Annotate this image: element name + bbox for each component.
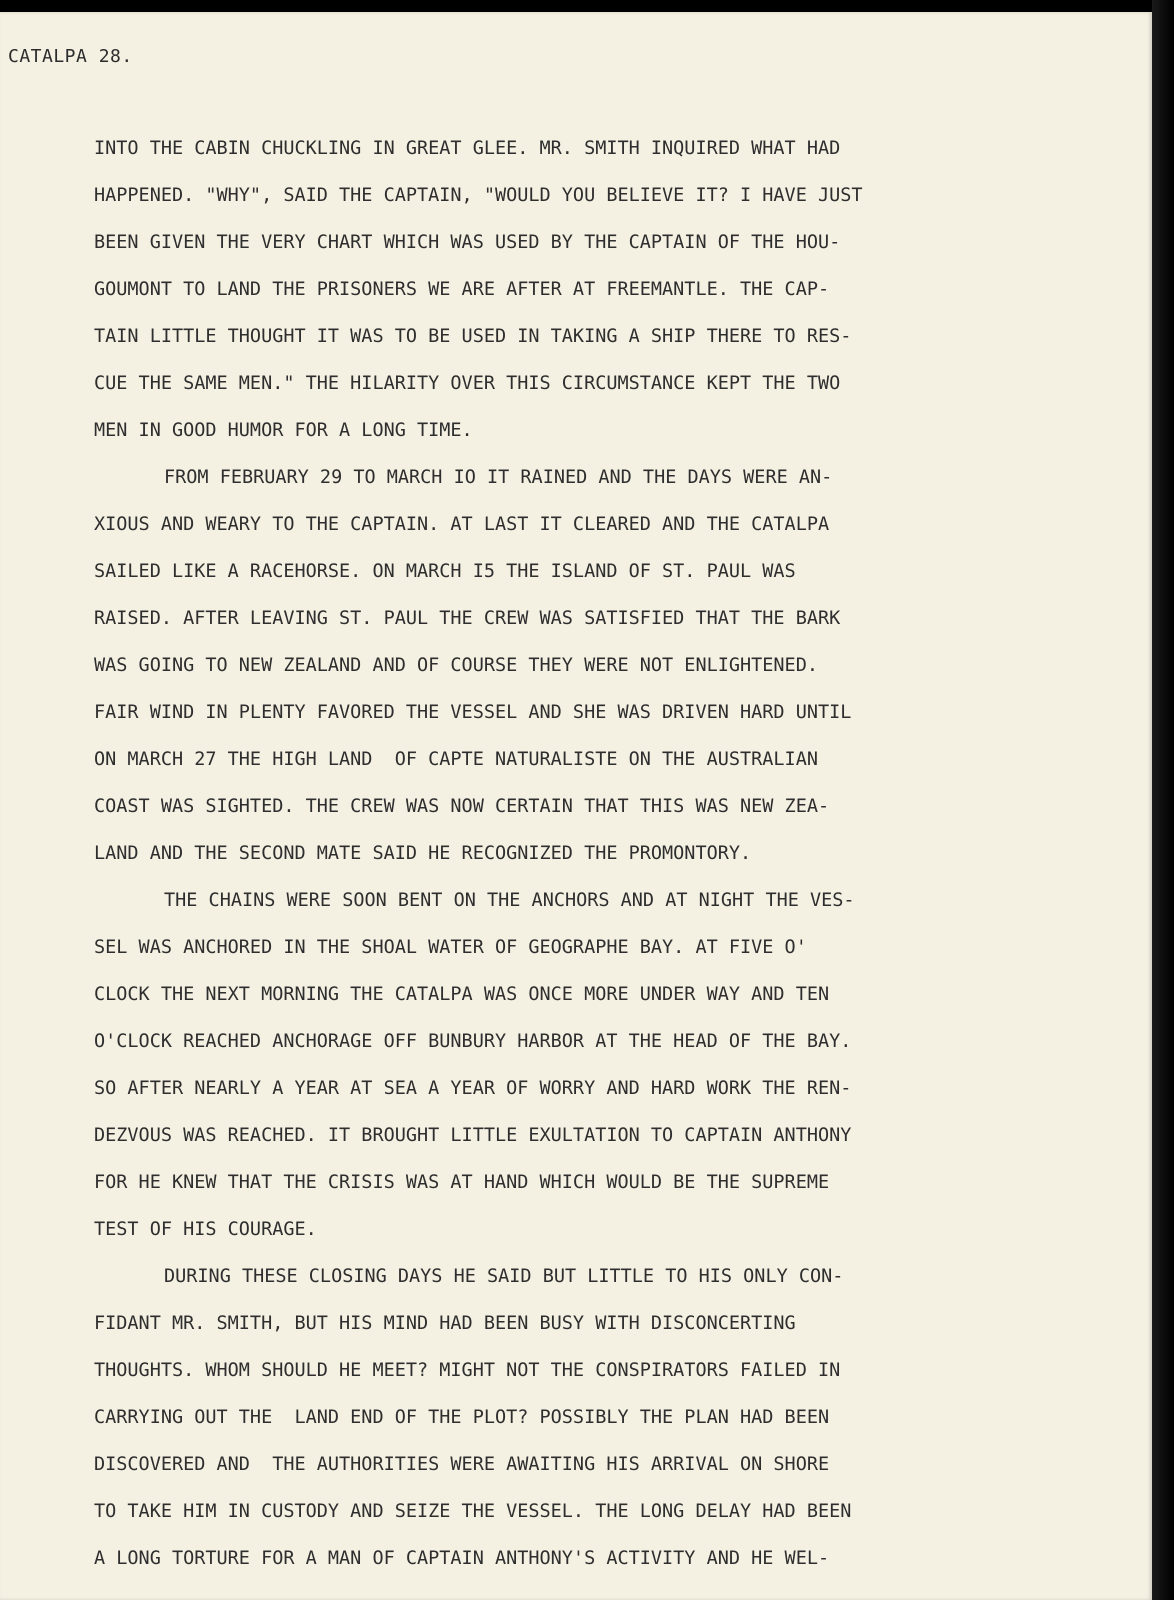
text-line: TAIN LITTLE THOUGHT IT WAS TO BE USED IN TAKING A SHIP THERE TO RES- xyxy=(94,326,852,347)
text-line: THE CHAINS WERE SOON BENT ON THE ANCHORS AND AT NIGHT THE VES- xyxy=(164,890,855,911)
text-line: COAST WAS SIGHTED. THE CREW WAS NOW CERTAIN THAT THIS WAS NEW ZEA- xyxy=(94,796,830,817)
text-line: CLOCK THE NEXT MORNING THE CATALPA WAS ONCE MORE UNDER WAY AND TEN xyxy=(94,984,830,1005)
page-header: CATALPA 28. xyxy=(8,46,133,67)
text-line: DISCOVERED AND THE AUTHORITIES WERE AWAITING HIS ARRIVAL ON SHORE xyxy=(94,1454,830,1475)
text-line: BEEN GIVEN THE VERY CHART WHICH WAS USED BY THE CAPTAIN OF THE HOU- xyxy=(94,232,841,253)
text-line: GOUMONT TO LAND THE PRISONERS WE ARE AFTER AT FREEMANTLE. THE CAP- xyxy=(94,279,830,300)
text-line: DURING THESE CLOSING DAYS HE SAID BUT LITTLE TO HIS ONLY CON- xyxy=(164,1266,844,1287)
text-line: INTO THE CABIN CHUCKLING IN GREAT GLEE. MR. SMITH INQUIRED WHAT HAD xyxy=(94,138,841,159)
text-line: SO AFTER NEARLY A YEAR AT SEA A YEAR OF WORRY AND HARD WORK THE REN- xyxy=(94,1078,852,1099)
body-text xyxy=(94,132,1104,1589)
text-line: DEZVOUS WAS REACHED. IT BROUGHT LITTLE EXULTATION TO CAPTAIN ANTHONY xyxy=(94,1125,852,1146)
text-line: A LONG TORTURE FOR A MAN OF CAPTAIN ANTHONY'S ACTIVITY AND HE WEL- xyxy=(94,1548,830,1569)
text-line: THOUGHTS. WHOM SHOULD HE MEET? MIGHT NOT THE CONSPIRATORS FAILED IN xyxy=(94,1360,841,1381)
text-line: HAPPENED. "WHY", SAID THE CAPTAIN, "WOULD YOU BELIEVE IT? I HAVE JUST xyxy=(94,185,863,206)
text-line: MEN IN GOOD HUMOR FOR A LONG TIME. xyxy=(94,420,473,441)
text-line: LAND AND THE SECOND MATE SAID HE RECOGNIZED THE PROMONTORY. xyxy=(94,843,752,864)
typewritten-page xyxy=(0,12,1152,1600)
text-line: O'CLOCK REACHED ANCHORAGE OFF BUNBURY HARBOR AT THE HEAD OF THE BAY. xyxy=(94,1031,852,1052)
text-line: SAILED LIKE A RACEHORSE. ON MARCH I5 THE ISLAND OF ST. PAUL WAS xyxy=(94,561,796,582)
text-line: CUE THE SAME MEN." THE HILARITY OVER THIS CIRCUMSTANCE KEPT THE TWO xyxy=(94,373,841,394)
text-line: XIOUS AND WEARY TO THE CAPTAIN. AT LAST IT CLEARED AND THE CATALPA xyxy=(94,514,830,535)
text-line: RAISED. AFTER LEAVING ST. PAUL THE CREW WAS SATISFIED THAT THE BARK xyxy=(94,608,841,629)
scan-right-border xyxy=(1152,0,1174,1600)
text-line: TEST OF HIS COURAGE. xyxy=(94,1219,317,1240)
text-line: TO TAKE HIM IN CUSTODY AND SEIZE THE VESSEL. THE LONG DELAY HAD BEEN xyxy=(94,1501,852,1522)
text-line: WAS GOING TO NEW ZEALAND AND OF COURSE THEY WERE NOT ENLIGHTENED. xyxy=(94,655,818,676)
text-line: FAIR WIND IN PLENTY FAVORED THE VESSEL AND SHE WAS DRIVEN HARD UNTIL xyxy=(94,702,852,723)
text-line: CARRYING OUT THE LAND END OF THE PLOT? POSSIBLY THE PLAN HAD BEEN xyxy=(94,1407,830,1428)
text-line: ON MARCH 27 THE HIGH LAND OF CAPTE NATURALISTE ON THE AUSTRALIAN xyxy=(94,749,818,770)
text-line: FIDANT MR. SMITH, BUT HIS MIND HAD BEEN BUSY WITH DISCONCERTING xyxy=(94,1313,796,1334)
text-line: FOR HE KNEW THAT THE CRISIS WAS AT HAND WHICH WOULD BE THE SUPREME xyxy=(94,1172,830,1193)
scan-top-border xyxy=(0,0,1174,12)
text-line: SEL WAS ANCHORED IN THE SHOAL WATER OF GEOGRAPHE BAY. AT FIVE O' xyxy=(94,937,807,958)
text-line: FROM FEBRUARY 29 TO MARCH IO IT RAINED AND THE DAYS WERE AN- xyxy=(164,467,833,488)
